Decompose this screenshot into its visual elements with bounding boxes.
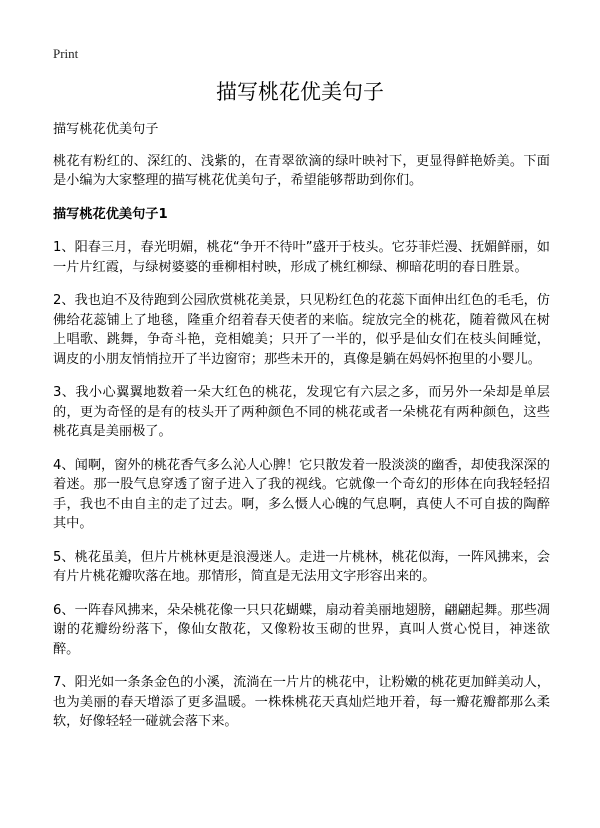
section-heading: 描写桃花优美句子1 bbox=[53, 206, 168, 222]
paragraph-1: 1、阳春三月，春光明媚，桃花“争开不待叶”盛开于枝头。它芬菲烂漫、抚媚鲜丽，如一片片红霞，与绿树婆婆的垂柳相村映，形成了桃红柳绿、柳暗花明的春日胜景。 bbox=[53, 240, 550, 275]
page-title: 描写桃花优美句子 bbox=[216, 80, 384, 104]
paragraph-6: 6、一阵春风拂来，朵朵桃花像一只只花蝴蝶，扇动着美丽地翅膀，翩翩起舞。那些凋谢的花瓣纷纷落下，像仙女散花，又像粉妆玉砌的世界，真叫人赏心悦目，神迷欲醉。 bbox=[53, 602, 550, 657]
article-intro: 桃花有粉红的、深红的、浅紫的，在青翠欲滴的绿叶映衬下，更显得鲜艳娇美。下面是小编为大家整理的描写桃花优美句子，希望能够帮助到你们。 bbox=[53, 153, 550, 188]
paragraph-4: 4、闻啊，窗外的桃花香气多么沁人心脾！它只散发着一股淡淡的幽香，却使我深深的着迷。那一股气息穿透了窗子进入了我的视线。它就像一个奇幻的形体在向我轻轻招手，我也不由自主的走了过去。啊，多么慑人心魄的气息啊，真使人不可自拔的陶醉其中。 bbox=[53, 457, 550, 531]
paragraph-2: 2、我也迫不及待跑到公园欣赏桃花美景，只见粉红色的花蕊下面伸出红色的毛毛，仿佛给花蕊铺上了地毯，隆重介绍着春天使者的来临。绽放完全的桃花，随着微风在树上唱歌、跳舞，争奇斗艳，竞相媲美；只开了一半的，似乎是仙女们在枝头间睡觉，调皮的小朋友悄悄拉开了半边窗帘；那些未开的，真像是躺在妈妈怀抱里的小婴儿。 bbox=[53, 293, 550, 367]
article-subtitle: 描写桃花优美句子 bbox=[53, 122, 159, 137]
paragraph-7: 7、阳光如一条条金色的小溪，流淌在一片片的桃花中，让粉嫩的桃花更加鲜美动人，也为美丽的春天增添了更多温暖。一株株桃花天真灿烂地开着，每一瓣花瓣都那么柔软，好像轻轻一碰就会落下来。 bbox=[53, 675, 550, 729]
article-body bbox=[53, 120, 550, 746]
paragraph-5: 5、桃花虽美，但片片桃林更是浪漫迷人。走进一片桃林，桃花似海，一阵风拂来，会有片片桃花瓣吹落在地。那情形，简直是无法用文字形容出来的。 bbox=[53, 549, 550, 584]
paragraph-3: 3、我小心翼翼地数着一朵大红色的桃花，发现它有六层之多，而另外一朵却是单层的，更为奇怪的是有的枝头开了两种颜色不同的桃花或者一朵桃花有两种颜色，这些桃花真是美丽极了。 bbox=[53, 385, 550, 439]
print-link[interactable]: Print bbox=[53, 46, 79, 61]
